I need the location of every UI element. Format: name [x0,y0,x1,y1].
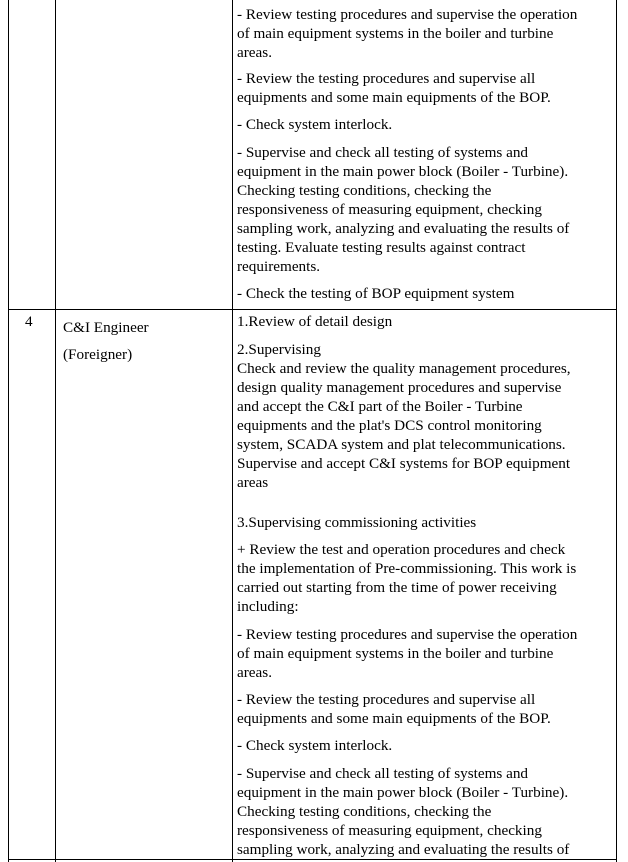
paragraph-review-design [237,312,615,331]
text-line: testing. Evaluate testing results against contract [237,239,526,256]
text-line: + Review the test and operation procedures and check [237,541,566,558]
table-border-col2 [232,0,233,862]
paragraph-check-interlock [237,115,615,134]
text-line: equipments and some main equipments of the BOP. [237,89,551,106]
text-line: equipment in the main power block (Boiler - Turbine). [237,163,569,180]
text-line: areas. [237,664,272,681]
text-line: Supervise and accept C&I systems for BOP equipment [237,455,571,472]
text-line: responsiveness of measuring equipment, checking [237,822,542,839]
table-border-left [8,0,9,862]
text-line: sampling work, analyzing and evaluating the results of [237,841,570,858]
paragraph-review-testing-main-2 [237,625,615,682]
row-separator [8,309,617,310]
paragraph-review-testing-bop [237,69,615,107]
text-line: and accept the C&I part of the Boiler - Turbine [237,398,523,415]
paragraph-check-bop [237,284,615,303]
text-line: Checking testing conditions, checking the [237,803,492,820]
text-line: Checking testing conditions, checking the [237,182,492,199]
text-line: - Check system interlock. [237,116,393,133]
paragraph-review-testing-main [237,5,615,62]
role-title: C&I Engineer [63,319,149,336]
text-line: - Supervise and check all testing of systems and [237,765,529,782]
text-line: Check and review the quality management procedures, [237,360,571,377]
text-line: of main equipment systems in the boiler and turbine [237,645,554,662]
paragraph-review-testing-bop-2 [237,690,615,728]
paragraph-supervise-testing [237,143,615,276]
text-line: 2.Supervising [237,341,321,358]
text-line: requirements. [237,258,321,275]
text-line: including: [237,598,299,615]
text-line: - Check the testing of BOP equipment system [237,285,515,302]
paragraph-commissioning [237,513,615,532]
text-line: design quality management procedures and supervise [237,379,562,396]
text-line: - Check system interlock. [237,737,393,754]
paragraph-supervising [237,340,615,492]
text-line: - Review testing procedures and supervise the operation [237,626,578,643]
text-line: of main equipment systems in the boiler and turbine [237,25,554,42]
table-border-bottom [8,859,617,860]
text-line: 3.Supervising commissioning activities [237,514,477,531]
paragraph-precommissioning [237,540,615,616]
text-line: 1.Review of detail design [237,313,393,330]
text-line: responsiveness of measuring equipment, checking [237,201,542,218]
paragraph-check-interlock-2 [237,736,615,755]
role-qualifier: (Foreigner) [63,346,133,363]
table-border-col1 [55,0,56,862]
text-line: the implementation of Pre-commissioning. This work is [237,560,577,577]
text-line: areas. [237,44,272,61]
text-line: equipments and some main equipments of the BOP. [237,710,551,727]
text-line: equipment in the main power block (Boiler - Turbine). [237,784,569,801]
text-line: sampling work, analyzing and evaluating the results of [237,220,570,237]
paragraph-supervise-testing-2 [237,764,615,859]
text-line: system, SCADA system and plat telecommunications. [237,436,566,453]
text-line: - Supervise and check all testing of systems and [237,144,529,161]
text-line: equipments and the plat's DCS control monitoring [237,417,542,434]
text-line: areas [237,474,269,491]
text-line: - Review testing procedures and supervise the operation [237,6,578,23]
text-line: - Review the testing procedures and supervise all [237,70,536,87]
document-table [8,0,617,862]
text-line: - Review the testing procedures and supervise all [237,691,536,708]
row-number: 4 [25,313,33,330]
table-border-right [616,0,617,862]
text-line: carried out starting from the time of power receiving [237,579,557,596]
